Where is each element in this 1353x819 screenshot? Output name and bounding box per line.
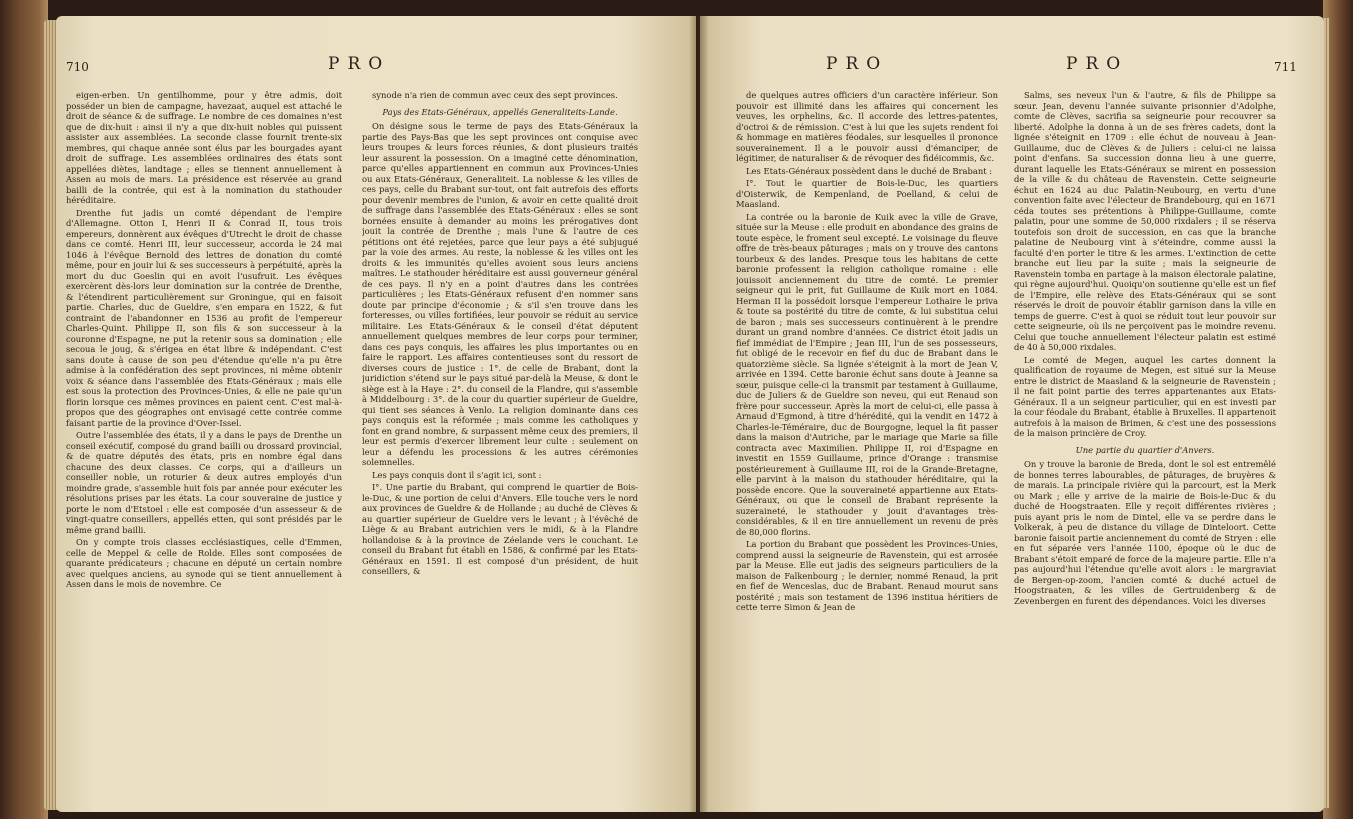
right-col1-para-4: La contrée ou la baronie de Kuik avec la ville de Grave, située sur la Meuse : elle produit en abondance des grains de toute espèce, le froment seul excepté. Le voisinage du fleuve offre de très-beaux pâturages ; mais on y trouve des cantons tourbeux & des landes. Presque tous les habitans de cette baronie professent la religion catholique romaine : elle jouissoit anciennement du titre de comté. Le premier seigneur qui le prit, fut Guillaume de Kuik mort en 1084. Herman II la possédoit lorsque l'empereur Lothaire le priva & toute sa postérité du titre de comte, & lui substitua celui de baron ; mais ses successeurs continuèrent à le prendre durant un grand nombre d'années. Ce district étoit jadis un fief immédiat de l'Empire ; Jean III, l'un de ses possesseurs, fut obligé de le recevoir en fief du duc de Brabant dans le quatorzième siècle. Sa lignée s'éteignit à la mort de Jean V, arrivée en 1394. Cette baronie échut sans doute à Jeanne sa sœur, puisque celle-ci la transmit par testament à Guillaume, duc de Juliers & de Gueldre son neveu, qui eut Renaud son frère pour successeur. Après la mort de celui-ci, elle passa à Arnaud d'Egmond, à titre d'hérédité, qui la vendit en 1472 à Charles-le-Téméraire, duc de Bourgogne, lequel la fit passer dans la maison d'Autriche, par le mariage que Marie sa fille contracta avec Maximilien. Philippe II, roi d'Espagne en investit en 1559 Guillaume, prince d'Orange : transmise postérieurement à Guillaume III, roi de la Grande-Bretagne, elle parvint à la maison du stathouder héréditaire, qui la possède encore. Que la souveraineté appartienne aux Etats-Généraux, ou que le conseil de Brabant représente la suzeraineté, le stathouder y jouit d'avantages très-considérables, & il en tire annuellement un revenu de près de 80,000 florins. — [736, 211, 998, 537]
left-column-2 — [362, 90, 638, 802]
right-page — [700, 16, 1324, 812]
right-col1-para-1: de quelques autres officiers d'un caractère inférieur. Son pouvoir est illimité dans les affaires qui concernent les veuves, les orphelins, &c. Il accorde des lettres-patentes, d'octroi & de rémission. C'est à lui que les sujets rendent foi & hommage en matières féodales, sur lesquelles il prononce souverainement. Il a le pouvoir aussi d'émanciper, de légitimer, de naturaliser & de révoquer des fidéicommis, &c. — [736, 90, 998, 163]
right-column-2 — [1014, 90, 1276, 802]
left-col2-para-4: Les pays conquis dont il s'agit ici, sont : — [372, 469, 542, 480]
right-page-header-right: PRO — [1066, 54, 1129, 74]
right-column-1 — [736, 90, 998, 802]
right-page-header-left: PRO — [826, 54, 889, 74]
right-col1-para-2: Les Etats-Généraux possèdent dans le duché de Brabant : — [746, 165, 993, 176]
left-col1-para-1: eigen-erben. Un gentilhomme, pour y être admis, doit posséder un bien de campagne, havezaat, auquel est attaché le droit de séance & de suffrage. Le nombre de ces domaines n'est que de dix-huit : ainsi il n'y a que dix-huit nobles qui puissent assister aux assemblées. La seconde classe fournit trente-six membres, qui chaque année sont élus par les bourgades ayant droit de suffrage. Les assemblées ordinaires des états sont appellées diètes, landtage ; elles se tiennent annuellement à Assen au mois de mars. La présidence est réservée au grand bailli de la contrée, qui est à la nomination du stathouder héréditaire. — [66, 90, 342, 205]
right-col2-para-2: Le comté de Megen, auquel les cartes donnent la qualification de royaume de Megen, est situé sur la Meuse entre le district de Maasland & la seigneurie de Ravenstein ; il ne fait point partie des terres appartenantes aux Etats-Généraux. Il a un seigneur particulier, qui en est investi par la cour féodale du Brabant, établie à Bruxelles. Il appartenoit autrefois à la maison de Brimen, & c'est une des possessions de la maison princière de Croy. — [1014, 354, 1276, 438]
left-col2-para-1: synode n'a rien de commun avec ceux des sept provinces. — [372, 90, 618, 100]
right-page-number: 711 — [1274, 60, 1297, 74]
left-col1-para-4: On y compte trois classes ecclésiastiques, celle d'Emmen, celle de Meppel & celle de Rolde. Elles sont composées de quarante prédicateurs ; chacune en député un certain nombre avec quelques anciens, au synode qui se tient annuellement à Assen dans le mois de novembre. Ce — [66, 537, 342, 589]
left-col1-para-3: Outre l'assemblée des états, il y a dans le pays de Drenthe un conseil exécutif, composé du grand bailli ou drossard provincial, & de quatre députés des états, pris en nombre égal dans chacune des deux classes. Ce corps, qui a d'ailleurs un conseiller noble, un roturier & deux autres employés d'un moindre grade, s'assemble huit fois par année pour exécuter les résolutions prises par les états. La cour souveraine de justice y porte le nom d'Etstoel : elle est composée d'un assesseur & de vingt-quatre conseillers, appellés etten, qui sont présidés par le même grand bailli. — [66, 430, 342, 535]
left-page-header: PRO — [328, 54, 391, 74]
left-col1-para-2: Drenthe fut jadis un comté dépendant de l'empire d'Allemagne. Otton I, Henri II & Conrad II, tous trois empereurs, donnèrent aux évêques d'Utrecht le droit de chasse dans ce comté. Henri III, leur successeur, accorda le 24 mai 1046 à l'évêque Bernold des lettres de donation du comté même, pour en jouir lui & ses successeurs à perpétuité, après la mort du duc Goeslin qui en avoit l'usufruit. Les évêques exercèrent dès-lors leur domination sur la contrée de Drenthe, & l'étendirent particulièrement sur Groningue, qui en faisoit partie. Charles, duc de Gueldre, s'en empara en 1522, & fut contraint de l'abandonner en 1536 au profit de l'empereur Charles-Quint. Philippe II, son fils & son successeur à la couronne d'Espagne, ne put la retenir sous sa domination ; elle secoua le joug, & s'érigea en état libre & indépendant. C'est sans doute à cause de son peu d'étendue qu'elle n'a pu être admise à la confédération des sept provinces, ni même obtenir voix & séance dans l'assemblée des Etats-Généraux ; mais elle est sous la protection des Provinces-Unies, & elle ne paie qu'un florin lorsque ces mêmes provinces en paient cent. C'est mal-à-propos que des géographes ont envisagé cette contrée comme faisant partie de la province d'Over-Issel. — [66, 207, 342, 428]
right-col1-para-3: I°. Tout le quartier de Bois-le-Duc, les quartiers d'Oisterwik, de Kempenland, de Poelland, & celui de Maasland. — [736, 178, 998, 209]
book-cover-left — [0, 0, 48, 819]
left-col2-para-3: On désigne sous le terme de pays des Etats-Généraux la partie des Pays-Bas que les sept provinces ont conquise avec leurs troupes & leurs forces réunies, & dont plusieurs traités leur assurent la possession. On a imaginé cette dénomination, parce qu'elles appartiennent en commun aux Provinces-Unies ou aux Etats-Généraux, Generaliteit. La noblesse & les villes de ces pays, celle du Brabant sur-tout, ont fait autrefois des efforts pour devenir membres de l'union, & avoir en cette qualité droit de suffrage dans l'assemblée des Etats-Généraux : elles se sont bornées ensuite à demander au moins les prérogatives dont jouit la contrée de Drenthe ; mais l'une & l'autre de ces pétitions ont été rejetées, parce que leur pays a été subjugué par la voie des armes. Au reste, la noblesse & les villes ont les droits & les immunités qu'elles avoient sous leurs anciens maîtres. Le stathouder héréditaire est aussi gouverneur général de ces pays. Il n'y en a point d'autres dans les contrées particulières ; les Etats-Généraux refusent d'en nommer sans doute par principe d'économie ; & s'il s'en trouve dans les forteresses, ou villes fortifiées, leur pouvoir se réduit au service militaire. Les Etats-Généraux & le conseil d'état députent annuellement quelques membres de leur corps pour terminer, dans ces pays conquis, les affaires les plus importantes ou en faire le rapport. Les affaires contentieuses sont du ressort de diverses cours de justice : 1°. de celle de Brabant, dont la juridiction s'étend sur le pays situé par-delà la Meuse, & dont le siège est à la Haye : 2°. du conseil de la Flandre, qui s'assemble à Middelbourg : 3°. de la cour du quartier supérieur de Gueldre, qui tient ses séances à Venlo. La religion dominante dans ces pays conquis est la réformée ; mais comme les catholiques y font en grand nombre, & surpassent même ceux des premiers, il leur est permis d'exercer librement leur culte : seulement on leur a défendu les processions & les autres cérémonies solemnelles. — [362, 121, 638, 467]
right-col2-para-1: Salms, ses neveux l'un & l'autre, & fils de Philippe sa sœur. Jean, devenu l'année suivante prisonnier d'Adolphe, comte de Clèves, sacrifia sa seigneurie pour recouvrer sa liberté. Adolphe la donna à un de ses frères cadets, dont la lignée s'éteignit en 1709 : elle échut de nouveau à Jean-Guillaume, duc de Clèves & de Juliers : celui-ci ne laissa point d'enfans. Sa succession donna lieu à une guerre, durant laquelle les Etats-Généraux se mirent en possession de la ville & du château de Ravenstein. Cette seigneurie échut en 1624 au duc Palatin-Neubourg, en vertu d'une convention faite avec l'électeur de Brandebourg, qui en 1671 céda toutes ses prétentions à Philippe-Guillaume, comte palatin, pour une somme de 50,000 rixdalers ; il se réserva toutefois son droit de succession, en cas que la branche palatine de Neubourg vint à s'éteindre, comme aussi la faculté d'en porter le titre & les armes. L'extinction de cette branche eut lieu par la suite ; mais la seigneurie de Ravenstein tomba en partage à la maison électorale palatine, qui règne aujourd'hui. Quoiqu'on soutienne qu'elle est un fief de l'Empire, elle relève des Etats-Généraux qui se sont réservés le droit de pouvoir établir garnison dans la ville en temps de guerre. C'est à quoi se réduit tout leur pouvoir sur cette seigneurie, où ils ne perçoivent pas le moindre revenu. Celui que touche annuellement l'électeur palatin est estimé de 40 à 50,000 rixdales. — [1014, 90, 1276, 352]
left-page-number: 710 — [66, 60, 89, 74]
section-heading-etats-generaux: Pays des Etats-Généraux, appellés Generaliteits-Lande. — [382, 106, 618, 117]
section-heading-anvers: Une partie du quartier d'Anvers. — [1075, 444, 1215, 455]
left-page — [56, 16, 696, 812]
left-col2-para-5: I°. Une partie du Brabant, qui comprend le quartier de Bois-le-Duc, & une portion de celui d'Anvers. Elle touche vers le nord aux provinces de Gueldre & de Hollande ; au duché de Clèves & au quartier supérieur de Gueldre vers le levant ; à l'évêché de Liège & au Brabant autrichien vers le midi, & à la Flandre hollandoise & à la province de Zéelande vers le couchant. Le conseil du Brabant fut établi en 1586, & confirmé par les Etats-Généraux en 1591. Il est composé d'un président, de huit conseillers, & — [362, 482, 638, 576]
right-col2-para-4: On y trouve la baronie de Breda, dont le sol est entremêlé de bonnes terres labourables, de pâturages, de bruyères & de marais. La principale rivière qui la parcourt, est la Merk ou Mark ; elle y arrive de la mairie de Bois-le-Duc & du duché de Hoogstraaten. Elle y reçoit différentes rivières ; puis ayant pris le nom de Dintel, elle va se perdre dans le Volkerak, à peu de distance du village de Dinteloort. Cette baronie faisoit partie anciennement du comté de Stryen : elle en fut séparée vers l'année 1100, époque où le duc de Brabant s'étoit emparé de force de la majeure partie. Elle n'a pas aujourd'hui l'étendue qu'elle avoit alors : le margraviat de Bergen-op-zoom, l'ancien comté & duché actuel de Hoogstraaten, & les villes de Gertruidenberg & de Zevenbergen en furent des dépendances. Voici les diverses — [1014, 459, 1276, 606]
left-column-1 — [66, 90, 342, 802]
book-gutter — [690, 16, 708, 812]
right-col1-para-5: La portion du Brabant que possèdent les Provinces-Unies, comprend aussi la seigneurie de Ravenstein, qui est arrosée par la Meuse. Elle eut jadis des seigneurs particuliers de la maison de Falkenbourg ; le dernier, nommé Renaud, la prit en fief de Wenceslas, duc de Brabant. Renaud mourut sans postérité ; mais son testament de 1396 institua héritiers de cette terre Simon & Jean de — [736, 539, 998, 612]
